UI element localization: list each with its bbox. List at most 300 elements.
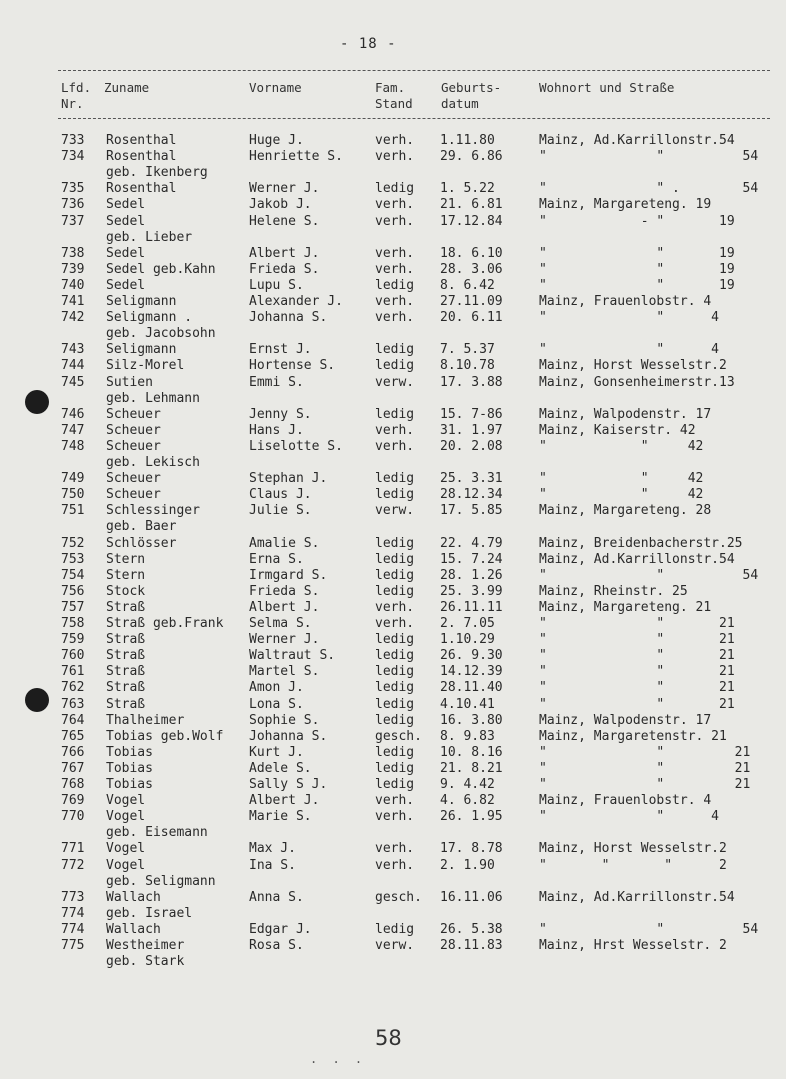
row-address: Mainz, Gonsenheimerstr.13: [539, 374, 735, 390]
table-row: [0, 664, 786, 680]
row-status: ledig: [375, 696, 415, 712]
row-address: " " 21: [539, 664, 735, 680]
row-surname: geb. Lehmann: [106, 390, 200, 406]
row-address: " " 42: [539, 471, 704, 487]
table-row: [0, 841, 786, 857]
table-row: [0, 697, 786, 713]
footer-page-number: 58: [375, 1026, 402, 1050]
row-address: Mainz, Frauenlobstr. 4: [539, 294, 712, 309]
row-firstname: Werner J.: [249, 632, 320, 648]
row-birthdate: 28.11.83: [440, 938, 503, 953]
row-address: Mainz, Margareteng. 28: [539, 503, 712, 519]
row-surname: Scheuer: [106, 487, 161, 503]
row-firstname: Lona S.: [249, 696, 304, 712]
row-surname: Westheimer: [106, 938, 185, 953]
row-birthdate: 17. 3.88: [440, 374, 503, 390]
table-row: [0, 310, 786, 326]
row-address: Mainz, Rheinstr. 25: [539, 583, 688, 599]
table-row: [0, 809, 786, 825]
row-status: ledig: [375, 680, 415, 696]
row-firstname: Martel S.: [249, 664, 320, 680]
row-address: " " 4: [539, 809, 720, 825]
row-status: ledig: [375, 406, 415, 422]
row-surname: Vogel: [106, 857, 146, 873]
table-row: [0, 262, 786, 278]
row-firstname: Irmgard S.: [249, 567, 328, 583]
row-number: 752: [61, 535, 85, 551]
row-number: 741: [61, 294, 85, 309]
row-birthdate: 20. 2.08: [440, 438, 503, 454]
table-row: [0, 938, 786, 954]
row-surname: Schlösser: [106, 535, 177, 551]
row-surname: Stern: [106, 567, 146, 583]
row-number: 735: [61, 181, 85, 197]
row-birthdate: 2. 7.05: [440, 616, 495, 631]
row-status: ledig: [375, 712, 415, 728]
row-birthdate: 22. 4.79: [440, 535, 503, 551]
row-surname: Straß: [106, 664, 146, 680]
punch-hole-bottom: [25, 688, 49, 712]
table-row: [0, 536, 786, 552]
row-birthdate: 17. 5.85: [440, 503, 503, 519]
table-row: [0, 423, 786, 439]
row-address: Mainz, Breidenbacherstr.25: [539, 535, 743, 551]
row-status: verh.: [375, 809, 415, 825]
row-status: verh.: [375, 857, 415, 873]
row-birthdate: 26.11.11: [440, 599, 503, 615]
row-status: ledig: [375, 744, 415, 760]
row-firstname: Emmi S.: [249, 374, 304, 390]
row-birthdate: 1. 5.22: [440, 181, 495, 197]
row-number: 766: [61, 744, 85, 760]
row-number: 749: [61, 471, 85, 487]
row-firstname: Alexander J.: [249, 294, 343, 309]
row-surname: geb. Eisemann: [106, 825, 208, 841]
row-surname: geb. Lekisch: [106, 455, 200, 470]
row-surname: Sedel: [106, 197, 146, 213]
punch-hole-top: [25, 390, 49, 414]
row-address: " " " 2: [539, 857, 727, 873]
table-row: [0, 600, 786, 616]
row-address: Mainz, Margareteng. 21: [539, 599, 712, 615]
column-header-surname: Zuname: [104, 80, 150, 95]
row-firstname: Kurt J.: [249, 744, 304, 760]
row-surname: Scheuer: [106, 471, 161, 487]
row-surname: Straß: [106, 696, 146, 712]
row-birthdate: 17. 8.78: [440, 841, 503, 857]
row-surname: geb. Baer: [106, 519, 177, 535]
row-status: verh.: [375, 422, 415, 438]
row-firstname: Hortense S.: [249, 358, 336, 374]
row-status: verh.: [375, 245, 415, 261]
row-firstname: Erna S.: [249, 551, 304, 567]
row-firstname: Jenny S.: [249, 406, 312, 422]
row-birthdate: 15. 7.24: [440, 551, 503, 567]
row-status: ledig: [375, 921, 415, 937]
row-number: 737: [61, 213, 85, 229]
row-address: " " 19: [539, 261, 735, 277]
row-birthdate: 16.11.06: [440, 889, 503, 905]
row-birthdate: 16. 3.80: [440, 712, 503, 728]
table-row: [0, 552, 786, 568]
row-number: 772: [61, 857, 85, 873]
column-header-birth-1: Geburts-: [441, 80, 502, 95]
row-number: 736: [61, 197, 85, 213]
row-surname: Straß: [106, 648, 146, 664]
row-firstname: Max J.: [249, 841, 296, 857]
row-number: 769: [61, 793, 85, 809]
row-status: verw.: [375, 938, 415, 953]
row-number: 751: [61, 503, 85, 519]
row-firstname: Liselotte S.: [249, 438, 343, 454]
row-birthdate: 2. 1.90: [440, 857, 495, 873]
row-firstname: Sophie S.: [249, 712, 320, 728]
row-number: 744: [61, 358, 85, 374]
row-surname: Silz-Morel: [106, 358, 185, 374]
row-address: Mainz, Ad.Karrillonstr.54: [539, 889, 735, 905]
row-address: " " 54: [539, 149, 759, 165]
row-number: 763: [61, 696, 85, 712]
row-number: 750: [61, 487, 85, 503]
row-birthdate: 18. 6.10: [440, 245, 503, 261]
row-address: Mainz, Margaretenstr. 21: [539, 728, 727, 744]
row-birthdate: 1.11.80: [440, 133, 495, 148]
row-address: " " 42: [539, 438, 704, 454]
row-status: verh.: [375, 133, 415, 148]
row-address: Mainz, Kaiserstr. 42: [539, 422, 696, 438]
row-status: verh.: [375, 310, 415, 326]
row-address: " " 21: [539, 777, 751, 792]
row-number: 740: [61, 277, 85, 293]
table-row: [0, 214, 786, 230]
row-firstname: Edgar J.: [249, 921, 312, 937]
row-address: " " 54: [539, 921, 759, 937]
row-birthdate: 21. 6.81: [440, 197, 503, 213]
row-address: " - " 19: [539, 213, 735, 229]
row-number: 770: [61, 809, 85, 825]
row-birthdate: 9. 4.42: [440, 777, 495, 792]
row-status: verh.: [375, 616, 415, 631]
row-surname: Seligmann: [106, 342, 177, 358]
row-number: 764: [61, 712, 85, 728]
row-status: ledig: [375, 664, 415, 680]
row-status: verh.: [375, 841, 415, 857]
row-surname: geb. Israel: [106, 905, 193, 921]
table-row: [0, 713, 786, 729]
table-row: [0, 455, 786, 471]
row-status: verh.: [375, 599, 415, 615]
row-status: verw.: [375, 503, 415, 519]
table-row: [0, 874, 786, 890]
table-row: [0, 890, 786, 906]
row-surname: geb. Jacobsohn: [106, 326, 216, 342]
header-rule-bottom: [58, 118, 770, 119]
row-surname: Straß geb.Frank: [106, 616, 224, 631]
row-number: 733: [61, 133, 85, 148]
row-status: verh.: [375, 149, 415, 165]
row-number: 765: [61, 728, 85, 744]
row-status: ledig: [375, 583, 415, 599]
row-surname: Thalheimer: [106, 712, 185, 728]
row-surname: geb. Stark: [106, 954, 185, 970]
row-status: verh.: [375, 261, 415, 277]
row-status: ledig: [375, 777, 415, 792]
row-birthdate: 27.11.09: [440, 294, 503, 309]
table-row: [0, 375, 786, 391]
row-firstname: Adele S.: [249, 760, 312, 776]
row-firstname: Lupu S.: [249, 277, 304, 293]
table-row: [0, 793, 786, 809]
row-birthdate: 8. 6.42: [440, 277, 495, 293]
row-address: " " 54: [539, 567, 759, 583]
row-firstname: Helene S.: [249, 213, 320, 229]
table-row: [0, 278, 786, 294]
row-firstname: Claus J.: [249, 487, 312, 503]
row-surname: Straß: [106, 680, 146, 696]
row-surname: Sedel: [106, 213, 146, 229]
row-firstname: Selma S.: [249, 616, 312, 631]
row-status: ledig: [375, 535, 415, 551]
row-address: " " 4: [539, 342, 720, 358]
row-firstname: Albert J.: [249, 245, 320, 261]
header-rule-top: [58, 70, 770, 71]
row-surname: Tobias: [106, 744, 153, 760]
row-number: 754: [61, 567, 85, 583]
row-address: Mainz, Walpodenstr. 17: [539, 712, 712, 728]
table-row: [0, 294, 786, 310]
table-row: [0, 133, 786, 149]
row-number: 745: [61, 374, 85, 390]
table-row: [0, 230, 786, 246]
row-address: Mainz, Frauenlobstr. 4: [539, 793, 712, 809]
row-birthdate: 29. 6.86: [440, 149, 503, 165]
table-row: [0, 858, 786, 874]
row-surname: Straß: [106, 632, 146, 648]
row-number: 756: [61, 583, 85, 599]
table-row: [0, 680, 786, 696]
table-row: [0, 648, 786, 664]
row-status: ledig: [375, 760, 415, 776]
table-row: [0, 391, 786, 407]
row-address: " " 4: [539, 310, 720, 326]
row-birthdate: 26. 5.38: [440, 921, 503, 937]
row-birthdate: 26. 9.30: [440, 648, 503, 664]
row-birthdate: 26. 1.95: [440, 809, 503, 825]
table-row: [0, 761, 786, 777]
table-row: [0, 729, 786, 745]
row-surname: Rosenthal: [106, 149, 177, 165]
row-number: 747: [61, 422, 85, 438]
row-birthdate: 31. 1.97: [440, 422, 503, 438]
row-status: verh.: [375, 793, 415, 809]
row-surname: Vogel: [106, 809, 146, 825]
row-surname: geb. Lieber: [106, 229, 193, 245]
row-address: " " 21: [539, 616, 735, 631]
table-row: [0, 439, 786, 455]
row-surname: Tobias: [106, 760, 153, 776]
row-number: 768: [61, 777, 85, 792]
row-status: verh.: [375, 197, 415, 213]
row-firstname: Ina S.: [249, 857, 296, 873]
table-row: [0, 584, 786, 600]
table-row: [0, 165, 786, 181]
column-header-status-1: Fam.: [375, 80, 406, 95]
row-birthdate: 25. 3.31: [440, 471, 503, 487]
row-surname: geb. Seligmann: [106, 873, 216, 889]
table-row: [0, 519, 786, 535]
row-number: 743: [61, 342, 85, 358]
row-surname: Scheuer: [106, 406, 161, 422]
row-firstname: Ernst J.: [249, 342, 312, 358]
row-address: " " . 54: [539, 181, 759, 197]
table-row: [0, 342, 786, 358]
row-surname: Schlessinger: [106, 503, 200, 519]
row-number: 773: [61, 889, 85, 905]
row-birthdate: 7. 5.37: [440, 342, 495, 358]
row-firstname: Frieda S.: [249, 583, 320, 599]
row-status: ledig: [375, 181, 415, 197]
table-row: [0, 471, 786, 487]
table-row: [0, 616, 786, 632]
row-status: ledig: [375, 648, 415, 664]
table-row: [0, 246, 786, 262]
row-birthdate: 21. 8.21: [440, 760, 503, 776]
row-surname: Straß: [106, 599, 146, 615]
row-firstname: Hans J.: [249, 422, 304, 438]
row-number: 775: [61, 938, 85, 953]
row-surname: Wallach: [106, 889, 161, 905]
row-firstname: Julie S.: [249, 503, 312, 519]
table-row: [0, 197, 786, 213]
row-status: gesch.: [375, 889, 422, 905]
table-row: [0, 568, 786, 584]
table-row: [0, 777, 786, 793]
row-number: 748: [61, 438, 85, 454]
row-address: " " 19: [539, 245, 735, 261]
column-header-nr-2: Nr.: [61, 96, 84, 111]
row-address: Mainz, Horst Wesselstr.2: [539, 358, 727, 374]
row-firstname: Albert J.: [249, 599, 320, 615]
row-number: 767: [61, 760, 85, 776]
row-status: ledig: [375, 358, 415, 374]
row-surname: Sedel geb.Kahn: [106, 261, 216, 277]
row-surname: geb. Ikenberg: [106, 165, 208, 181]
table-row: [0, 326, 786, 342]
row-number: 757: [61, 599, 85, 615]
column-header-nr-1: Lfd.: [61, 80, 92, 95]
table-row: [0, 503, 786, 519]
table-row: [0, 407, 786, 423]
row-number: 774: [61, 921, 85, 937]
row-surname: Rosenthal: [106, 181, 177, 197]
row-status: gesch.: [375, 728, 422, 744]
row-number: 734: [61, 149, 85, 165]
row-status: verw.: [375, 374, 415, 390]
row-number: 774: [61, 905, 85, 921]
row-surname: Scheuer: [106, 422, 161, 438]
row-birthdate: 17.12.84: [440, 213, 503, 229]
row-address: " " 21: [539, 632, 735, 648]
row-firstname: Werner J.: [249, 181, 320, 197]
row-firstname: Johanna S.: [249, 728, 328, 744]
footer-dots: . . .: [310, 1052, 367, 1066]
column-header-birth-2: datum: [441, 96, 479, 111]
row-number: 738: [61, 245, 85, 261]
row-surname: Seligmann .: [106, 310, 193, 326]
row-firstname: Frieda S.: [249, 261, 320, 277]
row-status: verh.: [375, 213, 415, 229]
row-birthdate: 4.10.41: [440, 696, 495, 712]
row-address: " " 19: [539, 277, 735, 293]
table-row: [0, 825, 786, 841]
row-birthdate: 28.11.40: [440, 680, 503, 696]
row-surname: Stock: [106, 583, 146, 599]
row-address: " " 21: [539, 744, 751, 760]
row-firstname: Amalie S.: [249, 535, 320, 551]
column-header-firstname: Vorname: [249, 80, 302, 95]
row-surname: Vogel: [106, 793, 146, 809]
row-birthdate: 1.10.29: [440, 632, 495, 648]
row-birthdate: 8. 9.83: [440, 728, 495, 744]
row-birthdate: 25. 3.99: [440, 583, 503, 599]
row-address: " " 21: [539, 680, 735, 696]
row-surname: Wallach: [106, 921, 161, 937]
row-firstname: Rosa S.: [249, 938, 304, 953]
row-status: ledig: [375, 277, 415, 293]
row-birthdate: 20. 6.11: [440, 310, 503, 326]
row-firstname: Marie S.: [249, 809, 312, 825]
row-birthdate: 28.12.34: [440, 487, 503, 503]
row-status: ledig: [375, 487, 415, 503]
row-surname: Stern: [106, 551, 146, 567]
row-surname: Tobias: [106, 777, 153, 792]
row-birthdate: 28. 3.06: [440, 261, 503, 277]
row-birthdate: 28. 1.26: [440, 567, 503, 583]
row-number: 759: [61, 632, 85, 648]
row-birthdate: 8.10.78: [440, 358, 495, 374]
row-firstname: Waltraut S.: [249, 648, 336, 664]
row-address: Mainz, Horst Wesselstr.2: [539, 841, 727, 857]
column-header-address: Wohnort und Straße: [539, 80, 675, 95]
row-firstname: Henriette S.: [249, 149, 343, 165]
row-status: ledig: [375, 551, 415, 567]
row-firstname: Huge J.: [249, 133, 304, 148]
table-row: [0, 632, 786, 648]
row-surname: Scheuer: [106, 438, 161, 454]
table-row: [0, 358, 786, 374]
row-address: Mainz, Walpodenstr. 17: [539, 406, 712, 422]
row-firstname: Stephan J.: [249, 471, 328, 487]
row-birthdate: 14.12.39: [440, 664, 503, 680]
row-surname: Tobias geb.Wolf: [106, 728, 224, 744]
row-surname: Seligmann: [106, 294, 177, 309]
table-row: [0, 149, 786, 165]
row-birthdate: 15. 7-86: [440, 406, 503, 422]
row-status: verh.: [375, 294, 415, 309]
row-number: 761: [61, 664, 85, 680]
table-row: [0, 906, 786, 922]
row-number: 760: [61, 648, 85, 664]
row-firstname: Amon J.: [249, 680, 304, 696]
row-firstname: Albert J.: [249, 793, 320, 809]
row-address: Mainz, Margareteng. 19: [539, 197, 712, 213]
row-firstname: Jakob J.: [249, 197, 312, 213]
row-address: " " 42: [539, 487, 704, 503]
table-row: [0, 181, 786, 197]
row-address: Mainz, Hrst Wesselstr. 2: [539, 938, 727, 953]
row-status: ledig: [375, 342, 415, 358]
row-status: ledig: [375, 471, 415, 487]
